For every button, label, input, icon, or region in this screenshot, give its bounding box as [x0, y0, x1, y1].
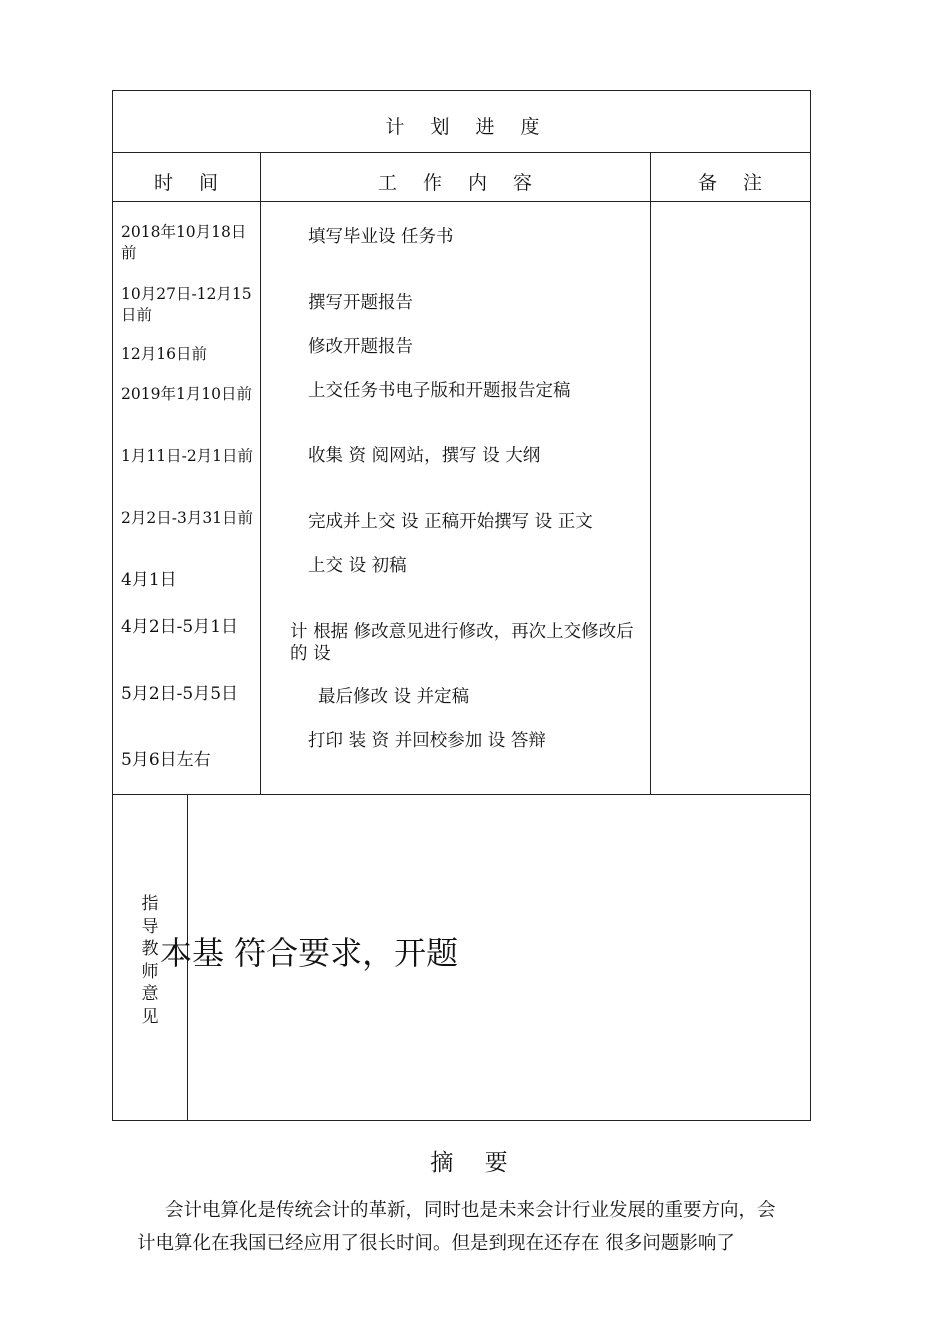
row-task: 填写毕业设 任务书: [308, 227, 454, 247]
row-date: 4月2日-5月1日: [121, 617, 239, 637]
row-task: 修改开题报告: [308, 337, 413, 357]
row-task: 完成并上交 设 正稿开始撰写 设 正文: [308, 512, 593, 532]
table-body-divider: [112, 794, 811, 795]
advisor-opinion: 本基 符合要求，开题: [160, 934, 459, 972]
table-title: 计 划 进 度: [385, 116, 550, 138]
row-task: 撰写开题报告: [308, 293, 413, 313]
abstract-line-1: 会计电算化是传统会计的革新，同时也是未来会计行业发展的重要方向，会: [165, 1200, 776, 1221]
table-bottom-border: [112, 1120, 811, 1121]
row-date: 2018年10月18日前: [121, 223, 247, 262]
row-date: 2月2日-3月31日前: [121, 509, 254, 527]
row-date: 5月6日左右: [121, 750, 211, 770]
row-date: 1月11日-2月1日前: [121, 447, 254, 465]
table-right-border: [810, 90, 811, 1121]
row-task: 上交任务书电子版和开题报告定稿: [308, 381, 571, 401]
column-divider-time: [260, 152, 261, 795]
table-top-border: [112, 90, 811, 91]
abstract-title: 摘 要: [430, 1150, 520, 1176]
row-task: 最后修改 设 并定稿: [318, 687, 470, 707]
header-content: 工 作 内 容: [377, 172, 543, 194]
table-header-divider: [112, 152, 811, 153]
row-date: 10月27日-12月15日前: [121, 285, 252, 324]
row-date: 5月2日-5月5日: [121, 684, 239, 704]
header-remark: 备 注: [697, 172, 773, 194]
header-time: 时 间: [153, 172, 229, 194]
advisor-label: 指导教师意见: [141, 894, 159, 1027]
table-left-border: [112, 90, 113, 1121]
column-divider-remark: [650, 152, 651, 795]
row-task: 收集 资 阅网站，撰写 设 大纲: [308, 446, 541, 466]
abstract-line-2: 计电算化在我国已经应用了很长时间。但是到现在还存在 很多问题影响了: [137, 1233, 735, 1254]
row-task: 计 根据 修改意见进行修改，再次上交修改后的 设: [290, 622, 634, 664]
row-date: 12月16日前: [121, 345, 207, 363]
row-task: 打印 装 资 并回校参加 设 答辩: [308, 731, 546, 751]
table-colhead-divider: [112, 201, 811, 202]
row-date: 4月1日: [121, 570, 177, 590]
row-task: 上交 设 初稿: [308, 556, 407, 576]
row-date: 2019年1月10日前: [121, 385, 253, 403]
